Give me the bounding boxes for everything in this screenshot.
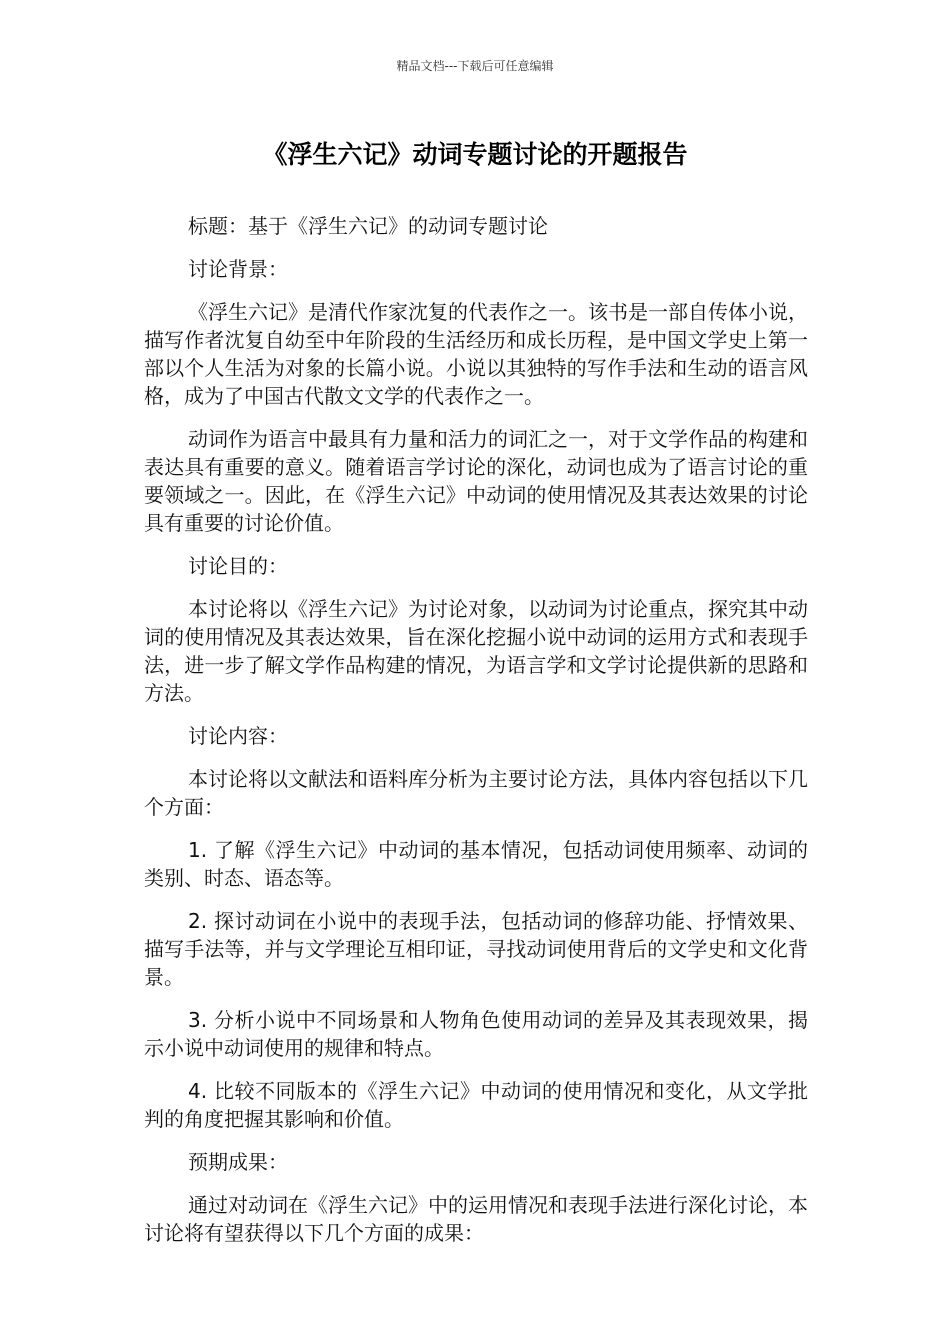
list-item-3: 3. 分析小说中不同场景和人物角色使用动词的差异及其表现效果，揭示小说中动词使用的规律和特点。	[144, 1008, 808, 1060]
paragraph-subject: 标题：基于《浮生六记》的动词专题讨论	[188, 214, 548, 238]
heading-content: 讨论内容：	[188, 724, 288, 748]
heading-expected-results: 预期成果：	[188, 1150, 288, 1174]
document-body	[144, 212, 808, 1262]
paragraph-content-intro: 本讨论将以文献法和语料库分析为主要讨论方法，具体内容包括以下几个方面：	[144, 767, 808, 819]
header-note: 精品文档---下载后可任意编辑	[396, 59, 554, 73]
list-item-2: 2. 探讨动词在小说中的表现手法，包括动词的修辞功能、抒情效果、描写手法等，并与文学理论互相印证，寻找动词使用背后的文学史和文化背景。	[144, 909, 808, 989]
paragraph-expected-results: 通过对动词在《浮生六记》中的运用情况和表现手法进行深化讨论，本讨论将有望获得以下几个方面的成果：	[144, 1193, 808, 1245]
heading-purpose: 讨论目的：	[188, 554, 288, 578]
document-title: 《浮生六记》动词专题讨论的开题报告	[262, 140, 688, 169]
list-item-4: 4. 比较不同版本的《浮生六记》中动词的使用情况和变化，从文学批判的角度把握其影响和价值。	[144, 1079, 808, 1131]
paragraph-purpose: 本讨论将以《浮生六记》为讨论对象，以动词为讨论重点，探究其中动词的使用情况及其表达效果，旨在深化挖掘小说中动词的运用方式和表现手法，进一步了解文学作品构建的情况，为语言学和文学讨论提供新的思路和方法。	[144, 597, 808, 705]
list-item-1: 1. 了解《浮生六记》中动词的基本情况，包括动词使用频率、动词的类别、时态、语态等。	[144, 838, 808, 890]
heading-background: 讨论背景：	[188, 257, 288, 281]
paragraph-background-1: 《浮生六记》是清代作家沈复的代表作之一。该书是一部自传体小说，描写作者沈复自幼至中年阶段的生活经历和成长历程，是中国文学史上第一部以个人生活为对象的长篇小说。小说以其独特的写作手法和生动的语言风格，成为了中国古代散文文学的代表作之一。	[144, 300, 808, 408]
paragraph-background-2: 动词作为语言中最具有力量和活力的词汇之一，对于文学作品的构建和表达具有重要的意义。随着语言学讨论的深化，动词也成为了语言讨论的重要领域之一。因此，在《浮生六记》中动词的使用情况及其表达效果的讨论具有重要的讨论价值。	[144, 427, 808, 535]
